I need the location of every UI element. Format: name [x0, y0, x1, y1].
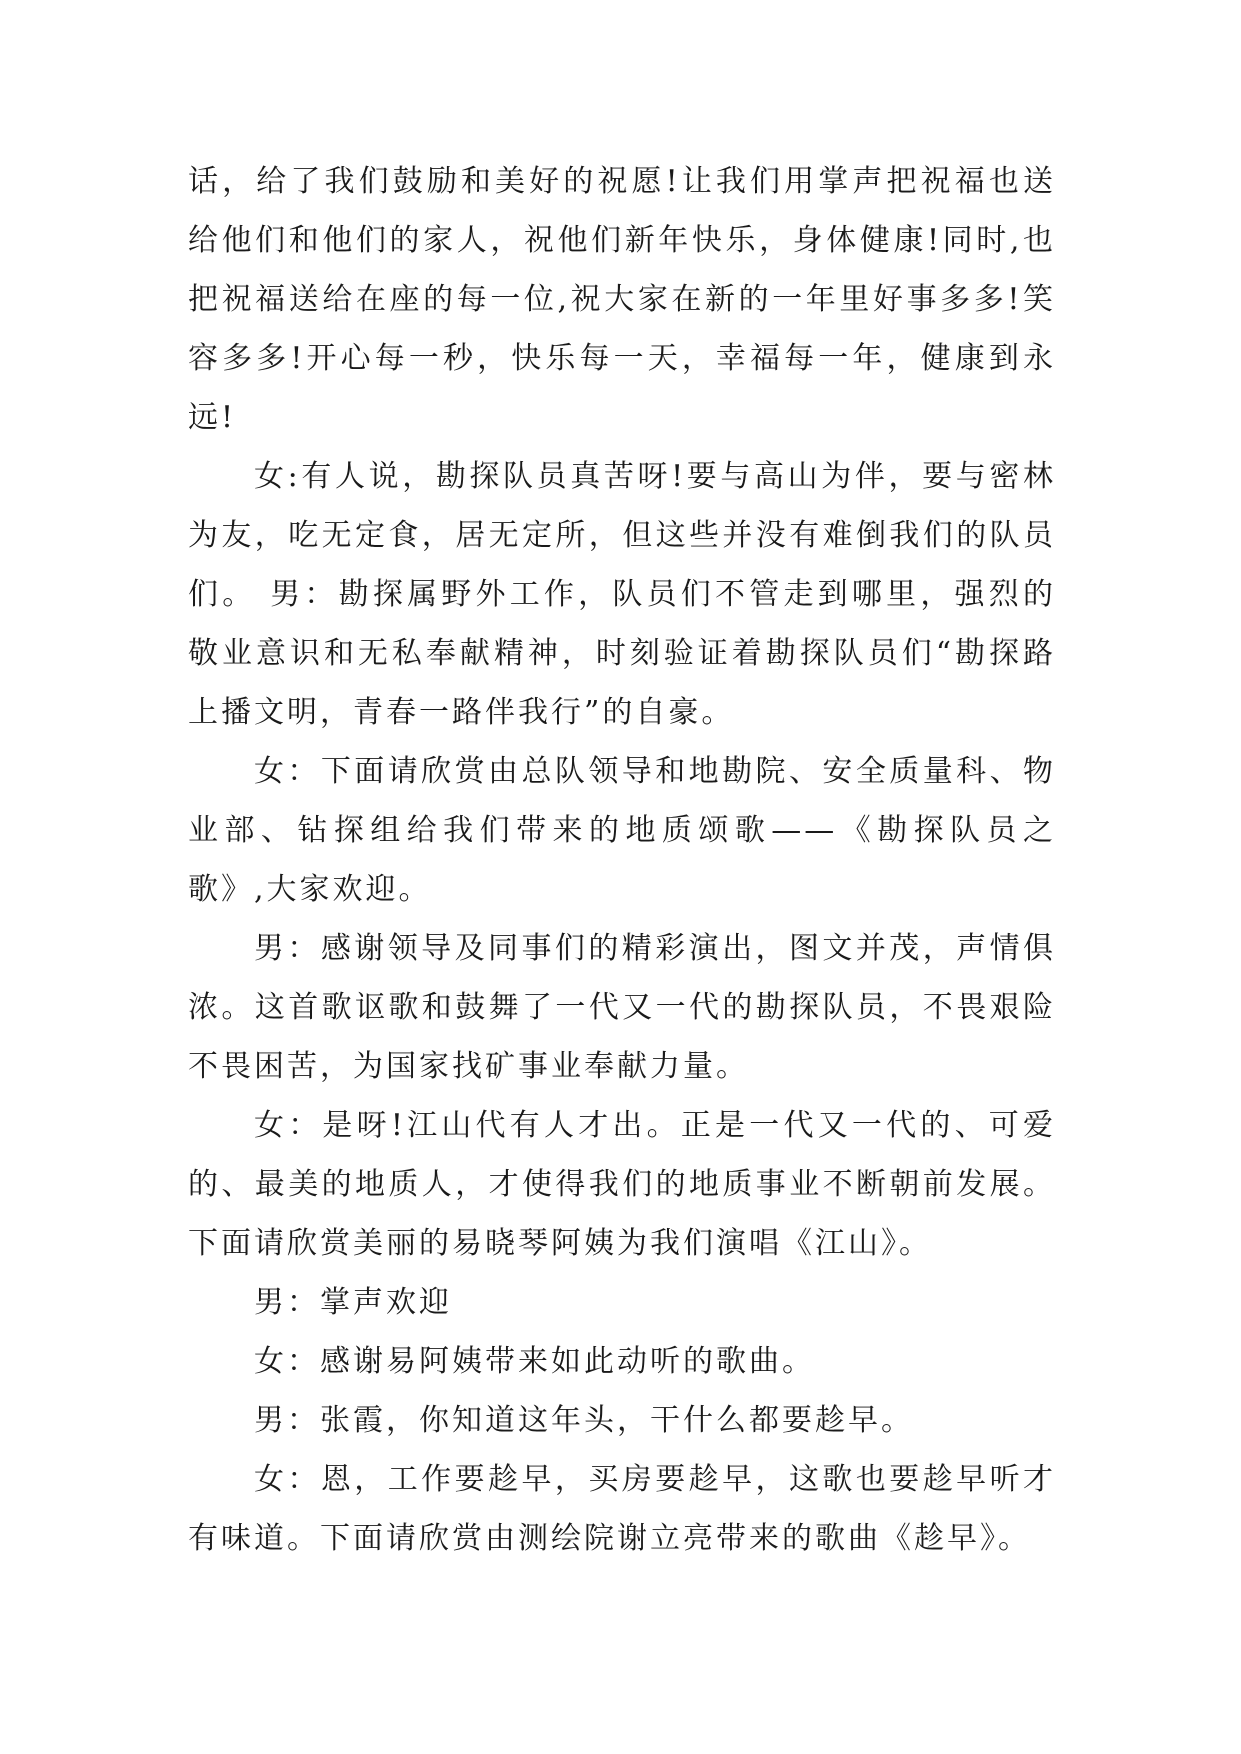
document-page — [188, 152, 1056, 1568]
paragraph-dialogue-3: 男：感谢领导及同事们的精彩演出，图文并茂，声情俱浓。这首歌讴歌和鼓舞了一代又一代的勘探队员，不畏艰险不畏困苦，为国家找矿事业奉献力量。 — [188, 931, 1056, 1084]
paragraph-dialogue-4: 女：是呀!江山代有人才出。正是一代又一代的、可爱的、最美的地质人，才使得我们的地质事业不断朝前发展。下面请欣赏美丽的易晓琴阿姨为我们演唱《江山》。 — [188, 1108, 1056, 1261]
paragraph-dialogue-7: 男：张霞，你知道这年头，干什么都要趁早。 — [254, 1403, 914, 1438]
paragraph-dialogue-1: 女:有人说，勘探队员真苦呀!要与高山为伴，要与密林为友，吃无定食，居无定所，但这些并没有难倒我们的队员们。 男：勘探属野外工作，队员们不管走到哪里，强烈的敬业意识和无私奉献精神，时刻验证着勘探队员们“勘探路上播文明，青春一路伴我行”的自豪。 — [188, 459, 1056, 730]
paragraph-dialogue-2: 女：下面请欣赏由总队领导和地勘院、安全质量科、物业部、钻探组给我们带来的地质颂歌——《勘探队员之歌》,大家欢迎。 — [188, 754, 1056, 907]
paragraph-dialogue-6: 女：感谢易阿姨带来如此动听的歌曲。 — [254, 1344, 815, 1379]
paragraph-continuation: 话，给了我们鼓励和美好的祝愿!让我们用掌声把祝福也送给他们和他们的家人，祝他们新年快乐，身体健康!同时,也把祝福送给在座的每一位,祝大家在新的一年里好事多多!笑容多多!开心每一秒，快乐每一天，幸福每一年，健康到永远! — [188, 164, 1056, 435]
paragraph-dialogue-8: 女：恩，工作要趁早，买房要趁早，这歌也要趁早听才有味道。下面请欣赏由测绘院谢立亮带来的歌曲《趁早》。 — [188, 1462, 1056, 1556]
paragraph-dialogue-5: 男：掌声欢迎 — [254, 1285, 452, 1320]
